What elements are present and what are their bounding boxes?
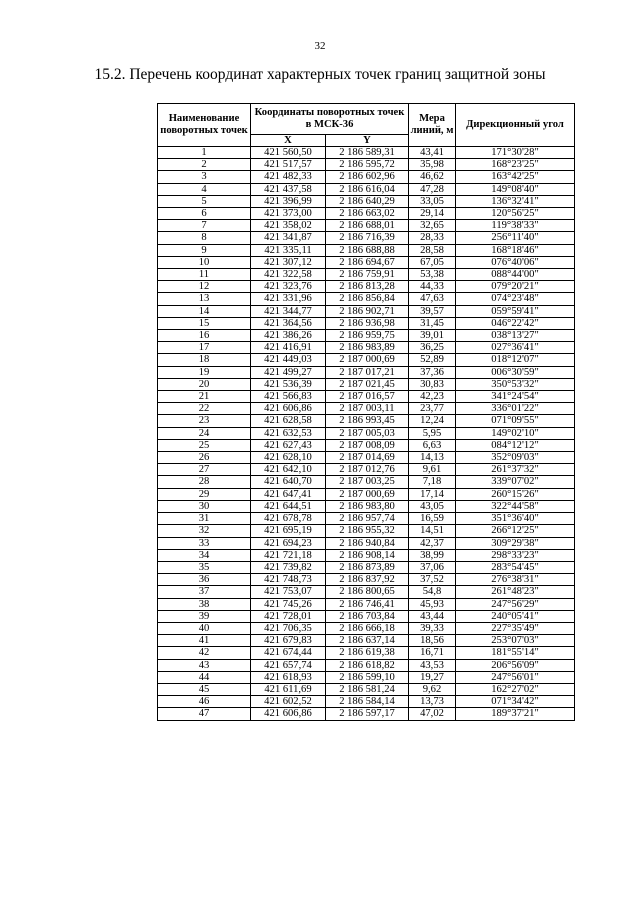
point-number-cell: 21 — [158, 391, 251, 403]
y-coordinate-cell: 2 186 908,14 — [326, 549, 409, 561]
direction-angle-cell: 168°18'46" — [456, 244, 575, 256]
direction-angle-cell: 341°24'54" — [456, 391, 575, 403]
table-row — [158, 342, 575, 354]
point-number-cell: 40 — [158, 622, 251, 634]
table-row — [158, 330, 575, 342]
y-coordinate-cell: 2 186 688,88 — [326, 244, 409, 256]
line-measure-cell: 14,13 — [409, 452, 456, 464]
table-body — [158, 147, 575, 721]
line-measure-cell: 19,27 — [409, 671, 456, 683]
table-row — [158, 708, 575, 720]
x-coordinate-cell: 421 606,86 — [251, 403, 326, 415]
table-row — [158, 439, 575, 451]
direction-angle-cell: 351°36'40" — [456, 513, 575, 525]
line-measure-cell: 35,98 — [409, 159, 456, 171]
point-number-cell: 29 — [158, 488, 251, 500]
table-row — [158, 500, 575, 512]
direction-angle-cell: 283°54'45" — [456, 561, 575, 573]
point-number-cell: 47 — [158, 708, 251, 720]
table-row — [158, 391, 575, 403]
table-row — [158, 256, 575, 268]
point-number-cell: 45 — [158, 683, 251, 695]
table-row — [158, 683, 575, 695]
x-coordinate-cell: 421 640,70 — [251, 476, 326, 488]
direction-angle-cell: 181°55'14" — [456, 647, 575, 659]
line-measure-cell: 23,77 — [409, 403, 456, 415]
x-coordinate-cell: 421 628,10 — [251, 452, 326, 464]
x-coordinate-cell: 421 647,41 — [251, 488, 326, 500]
direction-angle-cell: 261°48'23" — [456, 586, 575, 598]
x-coordinate-cell: 421 373,00 — [251, 208, 326, 220]
line-measure-cell: 53,38 — [409, 269, 456, 281]
direction-angle-cell: 298°33'23" — [456, 549, 575, 561]
point-number-cell: 42 — [158, 647, 251, 659]
point-number-cell: 15 — [158, 317, 251, 329]
table-row — [158, 635, 575, 647]
direction-angle-cell: 071°09'55" — [456, 415, 575, 427]
line-measure-cell: 42,37 — [409, 537, 456, 549]
x-coordinate-cell: 421 748,73 — [251, 574, 326, 586]
line-measure-cell: 44,33 — [409, 281, 456, 293]
x-coordinate-cell: 421 628,58 — [251, 415, 326, 427]
point-number-cell: 4 — [158, 183, 251, 195]
table-row — [158, 622, 575, 634]
line-measure-cell: 37,06 — [409, 561, 456, 573]
table-row — [158, 183, 575, 195]
line-measure-cell: 31,45 — [409, 317, 456, 329]
y-coordinate-cell: 2 186 993,45 — [326, 415, 409, 427]
direction-angle-cell: 018°12'07" — [456, 354, 575, 366]
y-coordinate-cell: 2 186 902,71 — [326, 305, 409, 317]
x-coordinate-cell: 421 611,69 — [251, 683, 326, 695]
y-coordinate-cell: 2 187 016,57 — [326, 391, 409, 403]
y-coordinate-cell: 2 187 005,03 — [326, 427, 409, 439]
x-coordinate-cell: 421 627,43 — [251, 439, 326, 451]
table-row — [158, 147, 575, 159]
x-coordinate-cell: 421 331,96 — [251, 293, 326, 305]
line-measure-cell: 47,02 — [409, 708, 456, 720]
y-coordinate-cell: 2 186 595,72 — [326, 159, 409, 171]
y-coordinate-cell: 2 186 640,29 — [326, 195, 409, 207]
y-coordinate-cell: 2 186 584,14 — [326, 696, 409, 708]
table-row — [158, 574, 575, 586]
x-coordinate-cell: 421 437,58 — [251, 183, 326, 195]
table-row — [158, 415, 575, 427]
line-measure-cell: 9,62 — [409, 683, 456, 695]
table-row — [158, 525, 575, 537]
point-number-cell: 46 — [158, 696, 251, 708]
point-number-cell: 14 — [158, 305, 251, 317]
table-row — [158, 305, 575, 317]
direction-angle-cell: 163°42'25" — [456, 171, 575, 183]
line-measure-cell: 37,52 — [409, 574, 456, 586]
table-row — [158, 696, 575, 708]
point-number-cell: 41 — [158, 635, 251, 647]
x-coordinate-cell: 421 694,23 — [251, 537, 326, 549]
table-row — [158, 293, 575, 305]
direction-angle-cell: 189°37'21" — [456, 708, 575, 720]
y-coordinate-cell: 2 186 716,39 — [326, 232, 409, 244]
line-measure-cell: 39,33 — [409, 622, 456, 634]
line-measure-cell: 39,01 — [409, 330, 456, 342]
line-measure-cell: 38,99 — [409, 549, 456, 561]
direction-angle-cell: 046°22'42" — [456, 317, 575, 329]
direction-angle-cell: 240°05'41" — [456, 610, 575, 622]
direction-angle-cell: 120°56'25" — [456, 208, 575, 220]
point-number-cell: 35 — [158, 561, 251, 573]
y-coordinate-cell: 2 186 637,14 — [326, 635, 409, 647]
direction-angle-cell: 119°38'33" — [456, 220, 575, 232]
table-row — [158, 281, 575, 293]
y-coordinate-cell: 2 186 599,10 — [326, 671, 409, 683]
point-number-cell: 39 — [158, 610, 251, 622]
direction-angle-cell: 168°23'25" — [456, 159, 575, 171]
line-measure-cell: 30,83 — [409, 378, 456, 390]
table-row — [158, 452, 575, 464]
line-measure-cell: 47,28 — [409, 183, 456, 195]
x-coordinate-cell: 421 335,11 — [251, 244, 326, 256]
x-coordinate-cell: 421 642,10 — [251, 464, 326, 476]
x-coordinate-cell: 421 728,01 — [251, 610, 326, 622]
header-line-measure: Мера линий, м — [409, 104, 456, 147]
line-measure-cell: 43,53 — [409, 659, 456, 671]
header-direction-angle: Дирекционный угол — [456, 104, 575, 147]
direction-angle-cell: 352°09'03" — [456, 452, 575, 464]
x-coordinate-cell: 421 644,51 — [251, 500, 326, 512]
y-coordinate-cell: 2 186 581,24 — [326, 683, 409, 695]
direction-angle-cell: 079°20'21" — [456, 281, 575, 293]
line-measure-cell: 47,63 — [409, 293, 456, 305]
x-coordinate-cell: 421 358,02 — [251, 220, 326, 232]
y-coordinate-cell: 2 186 959,75 — [326, 330, 409, 342]
line-measure-cell: 42,23 — [409, 391, 456, 403]
line-measure-cell: 67,05 — [409, 256, 456, 268]
x-coordinate-cell: 421 449,03 — [251, 354, 326, 366]
point-number-cell: 24 — [158, 427, 251, 439]
x-coordinate-cell: 421 364,56 — [251, 317, 326, 329]
line-measure-cell: 43,44 — [409, 610, 456, 622]
line-measure-cell: 17,14 — [409, 488, 456, 500]
point-number-cell: 3 — [158, 171, 251, 183]
y-coordinate-cell: 2 186 955,32 — [326, 525, 409, 537]
point-number-cell: 2 — [158, 159, 251, 171]
line-measure-cell: 29,14 — [409, 208, 456, 220]
y-coordinate-cell: 2 187 008,09 — [326, 439, 409, 451]
table-row — [158, 671, 575, 683]
table-row — [158, 537, 575, 549]
table-row — [158, 610, 575, 622]
direction-angle-cell: 206°56'09" — [456, 659, 575, 671]
table-row — [158, 366, 575, 378]
point-number-cell: 9 — [158, 244, 251, 256]
x-coordinate-cell: 421 307,12 — [251, 256, 326, 268]
table-row — [158, 488, 575, 500]
x-coordinate-cell: 421 745,26 — [251, 598, 326, 610]
line-measure-cell: 36,25 — [409, 342, 456, 354]
point-number-cell: 1 — [158, 147, 251, 159]
point-number-cell: 16 — [158, 330, 251, 342]
direction-angle-cell: 339°07'02" — [456, 476, 575, 488]
direction-angle-cell: 149°08'40" — [456, 183, 575, 195]
direction-angle-cell: 084°12'12" — [456, 439, 575, 451]
line-measure-cell: 28,58 — [409, 244, 456, 256]
line-measure-cell: 46,62 — [409, 171, 456, 183]
direction-angle-cell: 256°11'40" — [456, 232, 575, 244]
x-coordinate-cell: 421 679,83 — [251, 635, 326, 647]
x-coordinate-cell: 421 695,19 — [251, 525, 326, 537]
point-number-cell: 7 — [158, 220, 251, 232]
y-coordinate-cell: 2 186 589,31 — [326, 147, 409, 159]
y-coordinate-cell: 2 186 856,84 — [326, 293, 409, 305]
direction-angle-cell: 247°56'01" — [456, 671, 575, 683]
line-measure-cell: 14,51 — [409, 525, 456, 537]
x-coordinate-cell: 421 396,99 — [251, 195, 326, 207]
x-coordinate-cell: 421 416,91 — [251, 342, 326, 354]
line-measure-cell: 43,05 — [409, 500, 456, 512]
point-number-cell: 12 — [158, 281, 251, 293]
point-number-cell: 32 — [158, 525, 251, 537]
point-number-cell: 19 — [158, 366, 251, 378]
point-number-cell: 31 — [158, 513, 251, 525]
y-coordinate-cell: 2 186 619,38 — [326, 647, 409, 659]
point-number-cell: 17 — [158, 342, 251, 354]
point-number-cell: 18 — [158, 354, 251, 366]
point-number-cell: 44 — [158, 671, 251, 683]
direction-angle-cell: 266°12'25" — [456, 525, 575, 537]
point-number-cell: 27 — [158, 464, 251, 476]
y-coordinate-cell: 2 186 800,65 — [326, 586, 409, 598]
direction-angle-cell: 006°30'59" — [456, 366, 575, 378]
direction-angle-cell: 253°07'03" — [456, 635, 575, 647]
direction-angle-cell: 322°44'58" — [456, 500, 575, 512]
direction-angle-cell: 261°37'32" — [456, 464, 575, 476]
direction-angle-cell: 088°44'00" — [456, 269, 575, 281]
table-row — [158, 476, 575, 488]
line-measure-cell: 13,73 — [409, 696, 456, 708]
y-coordinate-cell: 2 186 873,89 — [326, 561, 409, 573]
y-coordinate-cell: 2 187 017,21 — [326, 366, 409, 378]
table-row — [158, 513, 575, 525]
point-number-cell: 37 — [158, 586, 251, 598]
x-coordinate-cell: 421 674,44 — [251, 647, 326, 659]
line-measure-cell: 5,95 — [409, 427, 456, 439]
y-coordinate-cell: 2 186 813,28 — [326, 281, 409, 293]
y-coordinate-cell: 2 186 957,74 — [326, 513, 409, 525]
y-coordinate-cell: 2 187 003,11 — [326, 403, 409, 415]
direction-angle-cell: 171°30'28" — [456, 147, 575, 159]
x-coordinate-cell: 421 344,77 — [251, 305, 326, 317]
x-coordinate-cell: 421 657,74 — [251, 659, 326, 671]
line-measure-cell: 33,05 — [409, 195, 456, 207]
point-number-cell: 25 — [158, 439, 251, 451]
point-number-cell: 43 — [158, 659, 251, 671]
direction-angle-cell: 336°01'22" — [456, 403, 575, 415]
x-coordinate-cell: 421 322,58 — [251, 269, 326, 281]
point-number-cell: 26 — [158, 452, 251, 464]
x-coordinate-cell: 421 602,52 — [251, 696, 326, 708]
y-coordinate-cell: 2 187 000,69 — [326, 488, 409, 500]
direction-angle-cell: 059°59'41" — [456, 305, 575, 317]
line-measure-cell: 39,57 — [409, 305, 456, 317]
y-coordinate-cell: 2 186 666,18 — [326, 622, 409, 634]
page-number: 32 — [314, 40, 326, 52]
table-row — [158, 195, 575, 207]
line-measure-cell: 16,59 — [409, 513, 456, 525]
line-measure-cell: 12,24 — [409, 415, 456, 427]
point-number-cell: 13 — [158, 293, 251, 305]
x-coordinate-cell: 421 753,07 — [251, 586, 326, 598]
line-measure-cell: 7,18 — [409, 476, 456, 488]
direction-angle-cell: 247°56'29" — [456, 598, 575, 610]
table-row — [158, 159, 575, 171]
x-coordinate-cell: 421 323,76 — [251, 281, 326, 293]
table-row — [158, 464, 575, 476]
table-row — [158, 427, 575, 439]
y-coordinate-cell: 2 187 000,69 — [326, 354, 409, 366]
table-row — [158, 549, 575, 561]
line-measure-cell: 45,93 — [409, 598, 456, 610]
x-coordinate-cell: 421 560,50 — [251, 147, 326, 159]
direction-angle-cell: 260°15'26" — [456, 488, 575, 500]
point-number-cell: 22 — [158, 403, 251, 415]
x-coordinate-cell: 421 482,33 — [251, 171, 326, 183]
y-coordinate-cell: 2 187 003,25 — [326, 476, 409, 488]
coordinates-table — [157, 103, 575, 721]
table-header — [158, 104, 575, 147]
y-coordinate-cell: 2 186 837,92 — [326, 574, 409, 586]
x-coordinate-cell: 421 566,83 — [251, 391, 326, 403]
y-coordinate-cell: 2 186 746,41 — [326, 598, 409, 610]
point-number-cell: 33 — [158, 537, 251, 549]
direction-angle-cell: 162°27'02" — [456, 683, 575, 695]
y-coordinate-cell: 2 186 983,89 — [326, 342, 409, 354]
x-coordinate-cell: 421 721,18 — [251, 549, 326, 561]
point-number-cell: 34 — [158, 549, 251, 561]
direction-angle-cell: 027°36'41" — [456, 342, 575, 354]
line-measure-cell: 18,56 — [409, 635, 456, 647]
x-coordinate-cell: 421 739,82 — [251, 561, 326, 573]
y-coordinate-cell: 2 186 602,96 — [326, 171, 409, 183]
x-coordinate-cell: 421 678,78 — [251, 513, 326, 525]
header-x: X — [251, 135, 326, 147]
y-coordinate-cell: 2 186 663,02 — [326, 208, 409, 220]
table-row — [158, 403, 575, 415]
point-number-cell: 28 — [158, 476, 251, 488]
x-coordinate-cell: 421 499,27 — [251, 366, 326, 378]
direction-angle-cell: 227°35'49" — [456, 622, 575, 634]
direction-angle-cell: 038°13'27" — [456, 330, 575, 342]
y-coordinate-cell: 2 186 618,82 — [326, 659, 409, 671]
table-row — [158, 354, 575, 366]
y-coordinate-cell: 2 186 936,98 — [326, 317, 409, 329]
direction-angle-cell: 136°32'41" — [456, 195, 575, 207]
table-row — [158, 647, 575, 659]
point-number-cell: 36 — [158, 574, 251, 586]
line-measure-cell: 16,71 — [409, 647, 456, 659]
direction-angle-cell: 350°53'32" — [456, 378, 575, 390]
x-coordinate-cell: 421 618,93 — [251, 671, 326, 683]
x-coordinate-cell: 421 341,87 — [251, 232, 326, 244]
point-number-cell: 10 — [158, 256, 251, 268]
table-row — [158, 317, 575, 329]
x-coordinate-cell: 421 536,39 — [251, 378, 326, 390]
x-coordinate-cell: 421 386,26 — [251, 330, 326, 342]
table-row — [158, 269, 575, 281]
section-title: 15.2. Перечень координат характерных точек границ защитной зоны — [94, 66, 546, 83]
line-measure-cell: 6,63 — [409, 439, 456, 451]
direction-angle-cell: 076°40'06" — [456, 256, 575, 268]
direction-angle-cell: 074°23'48" — [456, 293, 575, 305]
table-row — [158, 659, 575, 671]
y-coordinate-cell: 2 186 940,84 — [326, 537, 409, 549]
table-row — [158, 244, 575, 256]
table-row — [158, 232, 575, 244]
table-row — [158, 171, 575, 183]
y-coordinate-cell: 2 187 021,45 — [326, 378, 409, 390]
line-measure-cell: 32,65 — [409, 220, 456, 232]
point-number-cell: 30 — [158, 500, 251, 512]
table-row — [158, 378, 575, 390]
point-number-cell: 6 — [158, 208, 251, 220]
table-row — [158, 220, 575, 232]
line-measure-cell: 28,33 — [409, 232, 456, 244]
x-coordinate-cell: 421 706,35 — [251, 622, 326, 634]
line-measure-cell: 37,36 — [409, 366, 456, 378]
x-coordinate-cell: 421 632,53 — [251, 427, 326, 439]
y-coordinate-cell: 2 186 983,80 — [326, 500, 409, 512]
line-measure-cell: 43,41 — [409, 147, 456, 159]
header-coordinates: Координаты поворотных точек в МСК-36 — [251, 104, 409, 135]
y-coordinate-cell: 2 186 688,01 — [326, 220, 409, 232]
direction-angle-cell: 149°02'10" — [456, 427, 575, 439]
point-number-cell: 5 — [158, 195, 251, 207]
direction-angle-cell: 071°34'42" — [456, 696, 575, 708]
y-coordinate-cell: 2 186 694,67 — [326, 256, 409, 268]
y-coordinate-cell: 2 187 014,69 — [326, 452, 409, 464]
direction-angle-cell: 309°29'38" — [456, 537, 575, 549]
point-number-cell: 11 — [158, 269, 251, 281]
y-coordinate-cell: 2 186 703,84 — [326, 610, 409, 622]
point-number-cell: 38 — [158, 598, 251, 610]
direction-angle-cell: 276°38'31" — [456, 574, 575, 586]
line-measure-cell: 9,61 — [409, 464, 456, 476]
y-coordinate-cell: 2 186 759,91 — [326, 269, 409, 281]
table-row — [158, 586, 575, 598]
x-coordinate-cell: 421 606,86 — [251, 708, 326, 720]
x-coordinate-cell: 421 517,57 — [251, 159, 326, 171]
line-measure-cell: 52,89 — [409, 354, 456, 366]
table-row — [158, 598, 575, 610]
point-number-cell: 23 — [158, 415, 251, 427]
y-coordinate-cell: 2 187 012,76 — [326, 464, 409, 476]
y-coordinate-cell: 2 186 597,17 — [326, 708, 409, 720]
header-y: Y — [326, 135, 409, 147]
line-measure-cell: 54,8 — [409, 586, 456, 598]
header-point-name: Наименование поворотных точек — [158, 104, 251, 147]
y-coordinate-cell: 2 186 616,04 — [326, 183, 409, 195]
point-number-cell: 20 — [158, 378, 251, 390]
table-row — [158, 208, 575, 220]
point-number-cell: 8 — [158, 232, 251, 244]
table-row — [158, 561, 575, 573]
